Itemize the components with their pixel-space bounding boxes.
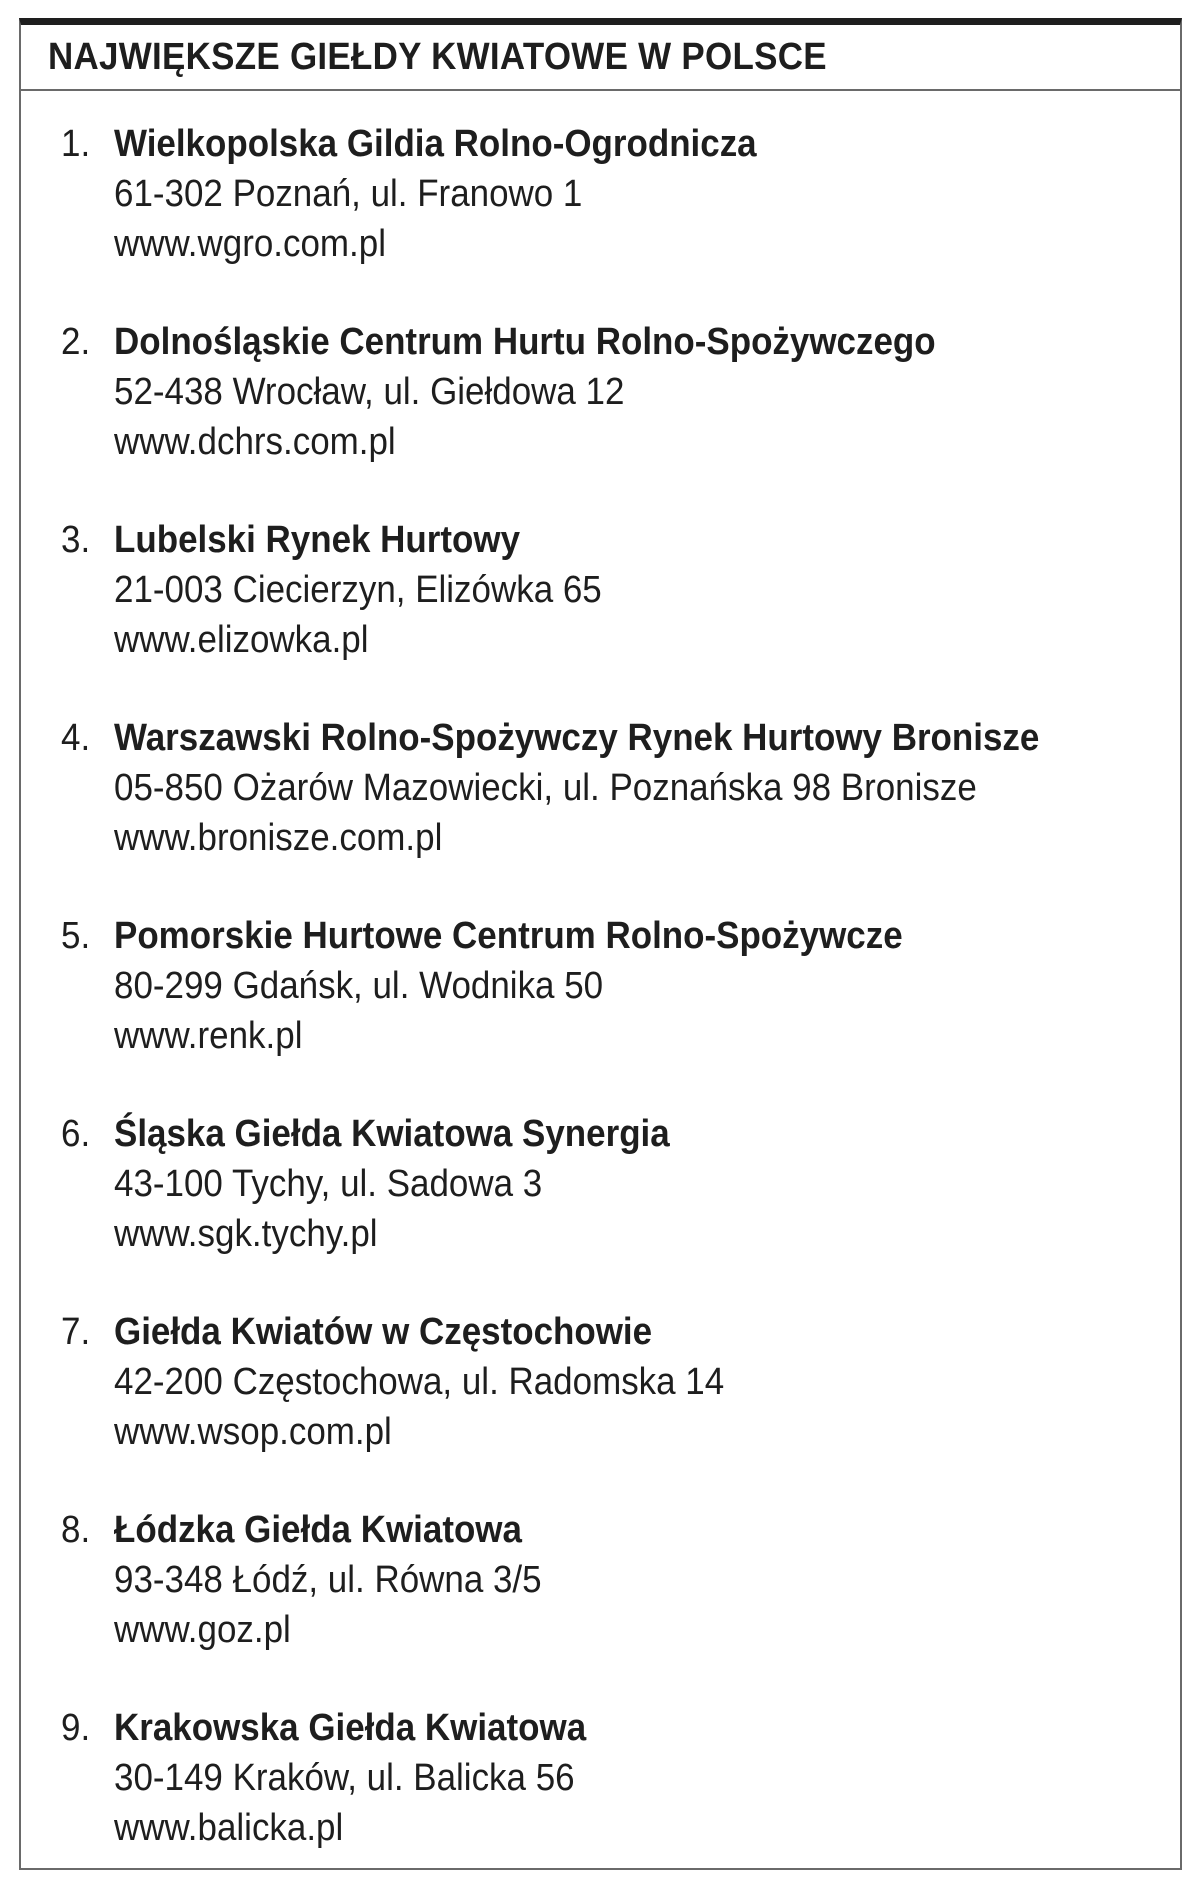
- item-address: 42-200 Częstochowa, ul. Radomska 14: [114, 1361, 725, 1403]
- item-url: www.dchrs.com.pl: [114, 421, 396, 463]
- box-header: [21, 25, 1180, 91]
- item-name: Warszawski Rolno-Spożywczy Rynek Hurtowy Bronisze: [114, 717, 1040, 759]
- item-name: Pomorskie Hurtowe Centrum Rolno-Spożywcze: [114, 915, 903, 957]
- item-number: 7.: [61, 1311, 91, 1353]
- item-url: www.elizowka.pl: [114, 619, 369, 661]
- item-name: Krakowska Giełda Kwiatowa: [114, 1707, 587, 1749]
- item-name: Dolnośląskie Centrum Hurtu Rolno-Spożywczego: [114, 321, 936, 363]
- item-number: 1.: [61, 123, 91, 165]
- item-name: Giełda Kwiatów w Częstochowie: [114, 1311, 653, 1353]
- item-address: 05-850 Ożarów Mazowiecki, ul. Poznańska 98 Bronisze: [114, 767, 977, 809]
- list-item: [21, 1286, 1180, 1484]
- exchange-list: [21, 98, 1180, 1880]
- item-address: 21-003 Ciecierzyn, Elizówka 65: [114, 569, 602, 611]
- list-item: [21, 98, 1180, 296]
- item-url: www.goz.pl: [114, 1609, 291, 1651]
- item-name: Śląska Giełda Kwiatowa Synergia: [114, 1113, 670, 1155]
- item-number: 9.: [61, 1707, 91, 1749]
- item-name: Lubelski Rynek Hurtowy: [114, 519, 521, 561]
- list-item: [21, 494, 1180, 692]
- item-address: 93-348 Łódź, ul. Równa 3/5: [114, 1559, 542, 1601]
- item-address: 61-302 Poznań, ul. Franowo 1: [114, 173, 583, 215]
- item-address: 80-299 Gdańsk, ul. Wodnika 50: [114, 965, 604, 1007]
- page-title: NAJWIĘKSZE GIEŁDY KWIATOWE W POLSCE: [48, 35, 827, 78]
- item-url: www.renk.pl: [114, 1015, 303, 1057]
- item-name: Wielkopolska Gildia Rolno-Ogrodnicza: [114, 123, 757, 165]
- item-number: 4.: [61, 717, 91, 759]
- list-item: [21, 890, 1180, 1088]
- list-item: [21, 1682, 1180, 1880]
- item-number: 6.: [61, 1113, 91, 1155]
- item-url: www.bronisze.com.pl: [114, 817, 443, 859]
- list-item: [21, 1484, 1180, 1682]
- item-number: 3.: [61, 519, 91, 561]
- item-name: Łódzka Giełda Kwiatowa: [114, 1509, 522, 1551]
- item-address: 30-149 Kraków, ul. Balicka 56: [114, 1757, 575, 1799]
- item-url: www.wsop.com.pl: [114, 1411, 392, 1453]
- item-number: 2.: [61, 321, 91, 363]
- item-url: www.balicka.pl: [114, 1807, 344, 1849]
- item-url: www.sgk.tychy.pl: [114, 1213, 378, 1255]
- item-address: 43-100 Tychy, ul. Sadowa 3: [114, 1163, 543, 1205]
- item-url: www.wgro.com.pl: [114, 223, 386, 265]
- list-item: [21, 296, 1180, 494]
- item-number: 8.: [61, 1509, 91, 1551]
- list-item: [21, 692, 1180, 890]
- list-item: [21, 1088, 1180, 1286]
- item-address: 52-438 Wrocław, ul. Giełdowa 12: [114, 371, 625, 413]
- item-number: 5.: [61, 915, 91, 957]
- flower-exchange-box: [19, 18, 1182, 1870]
